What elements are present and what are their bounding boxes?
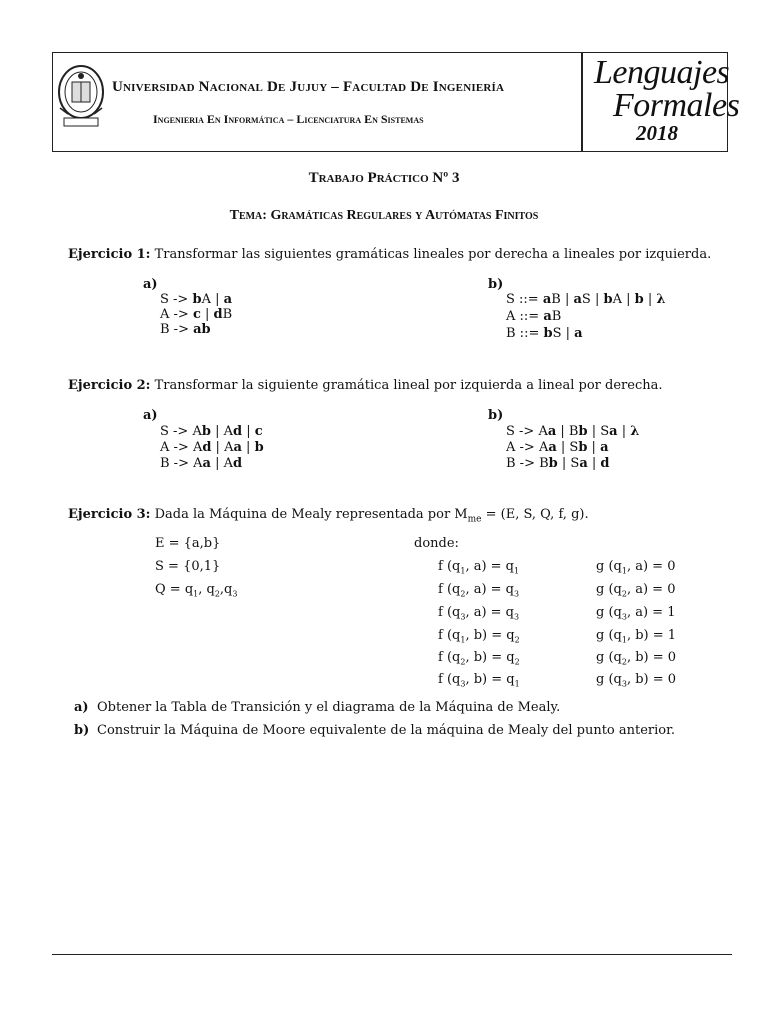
- ex2-a-line: B -> Aa | Ad: [160, 456, 243, 471]
- exercise-1-statement: [68, 247, 711, 262]
- exercise-2-text: Transformar la siguiente gramática lineal por izquierda a lineal por derecha.: [154, 378, 663, 393]
- ex2-b-line: S -> Aa | Bb | Sa | λ: [506, 424, 640, 439]
- ex2-a-label: a): [143, 408, 158, 423]
- ex2-a-line: A -> Ad | Aa | b: [160, 440, 264, 455]
- exercise-3-subscript: me: [467, 514, 482, 525]
- ex1-a-line: A -> c | dB: [160, 307, 233, 322]
- g-rule: g ($q_2$, a) = 0: [596, 582, 676, 599]
- exercise-3-text: Dada la Máquina de Mealy representada por M: [154, 507, 468, 522]
- university-seal-icon: [56, 62, 106, 132]
- g-rule: g ($q_3$, a) = 1: [596, 605, 676, 622]
- f-rule: f ($q_2$, $a) = q_3$: [438, 582, 520, 599]
- practice-title: Trabajo Práctico Nº 3: [308, 170, 460, 186]
- g-rule: g ($q_1$, a) = 0: [596, 559, 676, 576]
- task-b-text: Construir la Máquina de Moore equivalente de la máquina de Mealy del punto anterior.: [97, 723, 676, 738]
- g-rule: g ($q_3$, b) = 0: [596, 672, 677, 689]
- alphabet-E: E = {a,b}: [155, 536, 221, 551]
- exercise-3-label: Ejercicio 3:: [68, 507, 151, 522]
- g-rule: g ($q_1$, b) = 1: [596, 628, 677, 645]
- states-Q: $Q = q_1$, $q_2,q_3$: [155, 582, 238, 599]
- f-rule: f ($q_1$, $b) = q_2$: [438, 628, 520, 645]
- careers-line: Ingenieria En Informática – Licenciatura En Sistemas: [153, 112, 424, 126]
- exercise-3-text-end: = (E, S, Q, f, g).: [481, 507, 589, 522]
- ex2-a-line: S -> Ab | Ad | c: [160, 424, 263, 439]
- exercise-2-statement: [68, 378, 662, 393]
- exercise-1-text: Transformar las siguientes gramáticas lineales por derecha a lineales por izquierda.: [154, 247, 712, 262]
- course-logo-line1: Lenguajes: [594, 54, 730, 91]
- footer-rule: [52, 954, 732, 955]
- exercise-3-statement: [68, 507, 589, 525]
- course-year: 2018: [636, 121, 678, 145]
- header-divider: [581, 52, 583, 152]
- f-rule: f ($q_3$, $b) = q_1$: [438, 672, 520, 689]
- ex1-a-line: B -> ab: [160, 322, 211, 337]
- ex1-b-line: A ::= aB: [506, 309, 562, 324]
- ex1-b-line: B ::= bS | a: [506, 326, 583, 341]
- task-a-label: a): [74, 700, 89, 715]
- topic-title: Tema: Gramáticas Regulares y Autómatas Finitos: [229, 208, 539, 223]
- ex2-b-label: b): [488, 408, 504, 423]
- course-logo-line2: Formales: [613, 87, 740, 124]
- university-name: Universidad Nacional De Jujuy – Facultad De Ingeniería: [112, 79, 505, 95]
- exercise-2-label: Ejercicio 2:: [68, 378, 151, 393]
- ex2-b-line: B -> Bb | Sa | d: [506, 456, 610, 471]
- task-b-label: b): [74, 723, 90, 738]
- f-rule: f ($q_2$, $b) = q_2$: [438, 650, 520, 667]
- ex2-b-line: A -> Aa | Sb | a: [506, 440, 609, 455]
- ex1-b-label: b): [488, 277, 504, 292]
- task-a-text: Obtener la Tabla de Transición y el diagrama de la Máquina de Mealy.: [97, 700, 561, 715]
- f-rule: f ($q_3$, $a) = q_3$: [438, 605, 520, 622]
- f-rule: f ($q_1$, $a) = q_1$: [438, 559, 520, 576]
- alphabet-S: S = {0,1}: [155, 559, 221, 574]
- g-rule: g ($q_2$, b) = 0: [596, 650, 677, 667]
- ex1-a-label: a): [143, 277, 158, 292]
- donde-label: donde:: [414, 536, 459, 551]
- exercise-1-label: Ejercicio 1:: [68, 247, 151, 262]
- ex1-a-line: S -> bA | a: [160, 292, 233, 307]
- ex1-b-line: S ::= aB | aS | bA | b | λ: [506, 292, 666, 307]
